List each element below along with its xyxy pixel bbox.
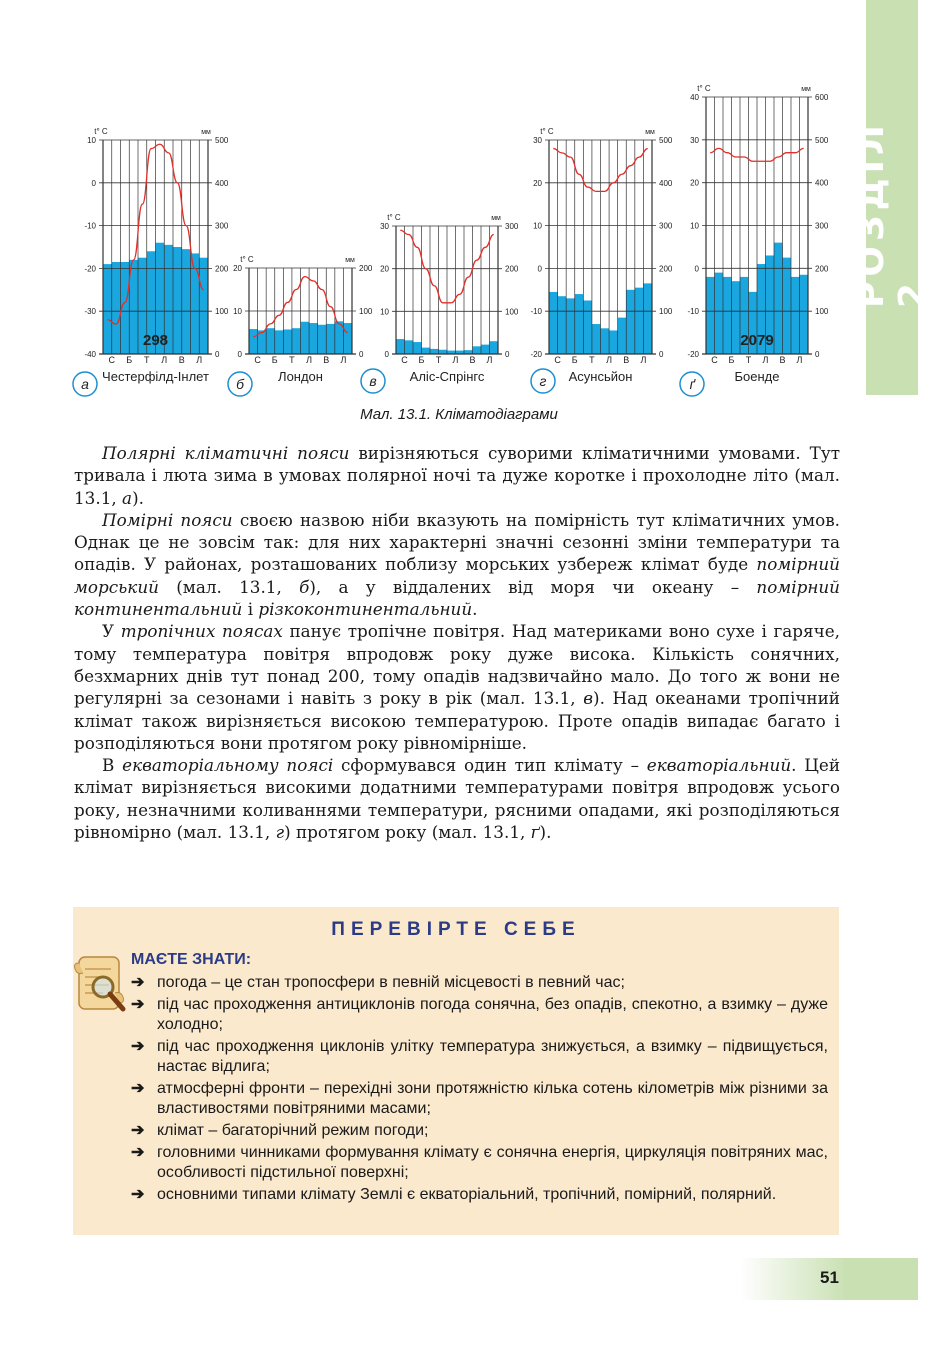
arrow-icon: ➔ — [131, 974, 145, 991]
temp-tick-label: -20 — [84, 264, 96, 274]
temp-tick-label: 20 — [690, 178, 699, 188]
precip-tick-label: 200 — [215, 264, 229, 274]
temp-tick-label: 10 — [87, 136, 96, 145]
climate-diagram — [680, 97, 812, 396]
month-label: В — [469, 355, 476, 365]
precipitation-bar — [566, 298, 575, 354]
page-number: 51 — [820, 1268, 839, 1287]
temp-tick-label: 0 — [694, 264, 699, 274]
month-label: Л — [196, 355, 203, 365]
precipitation-bar — [592, 324, 601, 354]
precip-tick-label: 200 — [659, 264, 673, 274]
paragraph-tropical: У тропічних поясах панує тропічне повітря. Над материками воно сухе і гаряче, тому температура повітря впродовж року дуже висока. Кількість сонячних, безхмарних днів тут понад 200, тому опадів надзвичайно мало. До того ж вони не регулярні за сезонами і навіть з року в рік (мал. 13.1, в). Над океанами тропічний клімат також вирізняється високою температурою. Проте опадів випадає багато і розподіляються вони протягом року рівномірніше. — [74, 621, 840, 753]
precipitation-bar — [405, 340, 414, 354]
precipitation-bar — [199, 258, 208, 354]
precipitation-bar — [266, 328, 275, 354]
precip-tick-label: 500 — [215, 136, 229, 145]
precipitation-bar — [783, 258, 792, 354]
precip-tick-label: 100 — [815, 307, 829, 317]
precip-tick-label: 100 — [215, 307, 229, 317]
section-tab-label: РОЗДІЛ 2 — [851, 120, 933, 308]
paragraph-equatorial: В екваторіальному поясі сформувався один тип клімату – екваторіальний. Цей клімат вирізняється високими додатними температурами повітря впродовж усього року, незначними коливаннями температури, рясними опадами, які розподіляються рівномірно (мал. 13.1, г) протягом року (мал. 13.1, ґ). — [74, 755, 841, 843]
month-label: С — [401, 355, 408, 365]
month-label: С — [711, 355, 718, 365]
temp-tick-label: -10 — [687, 307, 699, 317]
precipitation-bar — [173, 247, 182, 354]
diagram-title: Честерфілд-Інлет — [102, 369, 209, 384]
diagram-title: Аліс-Спрінгс — [409, 369, 485, 384]
precip-unit-label: мм — [345, 257, 355, 264]
month-label: Л — [606, 355, 613, 365]
precip-tick-label: 0 — [215, 350, 220, 359]
precipitation-bar — [723, 277, 732, 354]
precipitation-bar — [609, 330, 618, 354]
knowledge-item-text: клімат – багаторічний режим погоди; — [157, 1122, 429, 1139]
precipitation-bar — [182, 249, 191, 354]
precipitation-bar — [318, 325, 327, 354]
month-label: Б — [571, 355, 578, 365]
temp-tick-label: 20 — [233, 264, 242, 273]
climate-diagrams — [0, 0, 866, 405]
precip-tick-label: 200 — [815, 264, 829, 274]
arrow-icon: ➔ — [131, 1144, 145, 1161]
knowledge-item — [131, 1079, 828, 1119]
precipitation-bar — [490, 341, 499, 354]
precipitation-bar — [549, 292, 558, 354]
knowledge-item — [131, 1037, 828, 1077]
annual-total: 2079 — [740, 332, 774, 349]
precip-tick-label: 100 — [659, 307, 673, 317]
precipitation-bar — [326, 324, 335, 354]
temp-tick-label: 10 — [690, 221, 699, 231]
knowledge-item-text: атмосферні фронти – перехідні зони протяжністю кілька сотень кілометрів між різними за властивостями повітряними масами; — [157, 1080, 828, 1117]
precipitation-bar — [601, 328, 610, 354]
precipitation-bar — [626, 290, 635, 354]
diagram-letter: ґ — [689, 376, 695, 392]
month-label: Б — [126, 355, 133, 365]
precip-unit-label: мм — [645, 129, 655, 136]
temp-tick-label: -10 — [530, 307, 542, 317]
month-label: Л — [796, 355, 803, 365]
precipitation-bar — [309, 323, 318, 354]
precipitation-bar — [396, 339, 405, 354]
precipitation-bar — [292, 328, 301, 354]
precipitation-bar — [283, 329, 292, 354]
temp-unit-label: t° C — [240, 255, 254, 264]
diagram-title: Боенде — [734, 369, 780, 384]
paragraph-polar: Полярні кліматичні пояси вирізняються суворими кліматичними умовами. Тут тривала і люта зима в умовах полярної ночі та дуже коротке і прохолодне літо (мал. 13.1, а). — [74, 443, 840, 508]
precipitation-bar — [618, 318, 627, 354]
precipitation-bar — [481, 345, 490, 354]
temp-tick-label: 20 — [533, 178, 542, 188]
month-label: С — [254, 355, 261, 365]
check-yourself-box — [73, 907, 839, 1235]
temp-tick-label: 30 — [380, 222, 389, 231]
temp-tick-label: 0 — [237, 350, 242, 359]
precip-tick-label: 400 — [215, 178, 229, 188]
month-label: Т — [745, 355, 752, 365]
knowledge-item — [131, 973, 828, 993]
figure-caption: Мал. 13.1. Кліматодіаграми — [360, 406, 558, 423]
precip-tick-label: 0 — [815, 350, 820, 359]
diagram-title: Лондон — [278, 369, 323, 384]
knowledge-item-text: під час проходження циклонів улітку температура знижується, а взимку – підвищується, настає відлига; — [157, 1038, 828, 1075]
month-label: Т — [144, 355, 150, 365]
month-label: Б — [418, 355, 425, 365]
temp-unit-label: t° C — [697, 84, 711, 93]
precipitation-bar — [643, 283, 652, 354]
month-label: Б — [728, 355, 735, 365]
month-label: В — [178, 355, 185, 365]
precip-tick-label: 100 — [359, 307, 373, 316]
precipitation-bar — [473, 346, 482, 354]
month-label: Б — [271, 355, 278, 365]
precipitation-bar — [706, 277, 715, 354]
temp-tick-label: -10 — [84, 221, 96, 231]
month-label: Т — [289, 355, 295, 365]
precip-tick-label: 400 — [815, 178, 829, 188]
knowledge-item — [131, 1143, 828, 1183]
knowledge-item-text: погода – це стан тропосфери в певній місцевості в певний час; — [157, 974, 625, 991]
precipitation-bar — [439, 350, 448, 354]
precip-tick-label: 300 — [659, 221, 673, 231]
precip-tick-label: 200 — [359, 264, 373, 273]
precipitation-bar — [732, 281, 741, 354]
precip-tick-label: 300 — [815, 221, 829, 231]
precipitation-bar — [583, 301, 592, 355]
month-label: Л — [640, 355, 647, 365]
precipitation-bar — [800, 275, 809, 354]
precipitation-bar — [430, 349, 439, 354]
precipitation-bar — [413, 342, 422, 354]
temp-tick-label: 10 — [380, 307, 389, 317]
month-label: Л — [306, 355, 313, 365]
temp-tick-label: -30 — [84, 307, 96, 317]
temp-unit-label: t° C — [94, 127, 108, 136]
precip-tick-label: 300 — [215, 221, 229, 231]
annual-total: 298 — [142, 332, 169, 349]
check-box-title: ПЕРЕВІРТЕ СЕБЕ — [331, 919, 581, 940]
precip-tick-label: 600 — [815, 93, 829, 102]
month-label: Л — [161, 355, 168, 365]
arrow-icon: ➔ — [131, 1122, 145, 1139]
precipitation-bar — [635, 288, 644, 354]
temp-tick-label: 30 — [533, 136, 542, 145]
knowledge-item — [131, 995, 828, 1035]
month-label: Л — [452, 355, 459, 365]
arrow-icon: ➔ — [131, 1038, 145, 1055]
month-label: Л — [486, 355, 493, 365]
knowledge-item-text: головними чинниками формування клімату є сонячна енергія, циркуляція повітряних мас, особливості підстильної поверхні; — [157, 1144, 828, 1181]
arrow-icon: ➔ — [131, 1186, 145, 1203]
arrow-icon: ➔ — [131, 1080, 145, 1097]
diagram-title: Асунсьйон — [568, 369, 633, 384]
knowledge-list — [131, 973, 828, 1207]
precip-tick-label: 500 — [815, 135, 829, 145]
month-label: Л — [340, 355, 347, 365]
month-label: В — [323, 355, 330, 365]
precipitation-bar — [103, 264, 112, 354]
precipitation-bar — [558, 296, 567, 354]
precip-unit-label: мм — [801, 86, 811, 93]
precipitation-bar — [774, 243, 783, 354]
precipitation-bar — [343, 323, 352, 354]
precip-tick-label: 100 — [505, 307, 519, 317]
temp-unit-label: t° C — [540, 127, 554, 136]
month-label: Л — [762, 355, 769, 365]
temp-tick-label: 0 — [91, 178, 96, 188]
precipitation-bar — [422, 348, 431, 354]
precipitation-bar — [715, 273, 724, 354]
check-box-subtitle: МАЄТЕ ЗНАТИ: — [131, 951, 252, 968]
knowledge-item-text: основними типами клімату Землі є екваторіальний, тропічний, помірний, полярний. — [157, 1186, 777, 1203]
precip-tick-label: 400 — [659, 178, 673, 188]
paragraph-temperate: Помірні пояси своєю назвою ніби вказують на помірність тут кліматичних умов. Однак це не зовсім так: для них характерні значні сезонні зміни температури та опадів. У районах, розташованих поблизу морських узбереж клімат буде помірний морський (мал. 13.1, б), а у віддалених від моря чи океану – помірний континентальний і різкоконтинентальний. — [74, 509, 840, 620]
precip-tick-label: 0 — [659, 350, 664, 359]
temp-unit-label: t° C — [387, 213, 401, 222]
knowledge-item — [131, 1185, 828, 1205]
month-label: С — [108, 355, 115, 365]
scroll-magnifier-icon — [73, 947, 133, 1022]
temp-tick-label: 10 — [533, 221, 542, 231]
diagram-letter: г — [539, 373, 547, 389]
precip-unit-label: мм — [491, 215, 501, 222]
month-label: В — [623, 355, 630, 365]
precipitation-bar — [575, 294, 584, 354]
precip-tick-label: 300 — [505, 222, 519, 231]
precip-tick-label: 500 — [659, 136, 673, 145]
precipitation-bar — [249, 329, 258, 354]
arrow-icon: ➔ — [131, 996, 145, 1013]
temp-tick-label: -20 — [687, 350, 699, 359]
body-text — [74, 442, 840, 843]
month-label: Т — [435, 355, 442, 365]
temp-tick-label: -20 — [530, 350, 542, 359]
precipitation-bar — [791, 277, 800, 354]
diagram-letter: а — [81, 376, 89, 392]
knowledge-item — [131, 1121, 828, 1141]
temp-tick-label: -40 — [84, 350, 96, 359]
precip-unit-label: мм — [201, 129, 211, 136]
temp-tick-label: 0 — [384, 350, 389, 359]
precipitation-bar — [112, 262, 121, 354]
precip-tick-label: 200 — [505, 264, 519, 274]
month-label: Т — [589, 355, 595, 365]
temp-tick-label: 0 — [537, 264, 542, 274]
temp-tick-label: 10 — [233, 307, 242, 316]
precipitation-bar — [301, 322, 310, 354]
precip-tick-label: 0 — [359, 350, 364, 359]
precip-tick-label: 0 — [505, 350, 510, 359]
precipitation-bar — [275, 330, 284, 354]
temp-tick-label: 40 — [690, 93, 699, 102]
month-label: С — [554, 355, 561, 365]
temp-tick-label: 30 — [690, 135, 699, 145]
month-label: В — [779, 355, 786, 365]
knowledge-item-text: під час проходження антициклонів погода сонячна, без опадів, спекотно, а взимку – дуже холодно; — [157, 996, 828, 1033]
diagram-letter: в — [369, 373, 377, 389]
temp-tick-label: 20 — [380, 264, 389, 274]
diagram-letter: б — [236, 376, 244, 392]
